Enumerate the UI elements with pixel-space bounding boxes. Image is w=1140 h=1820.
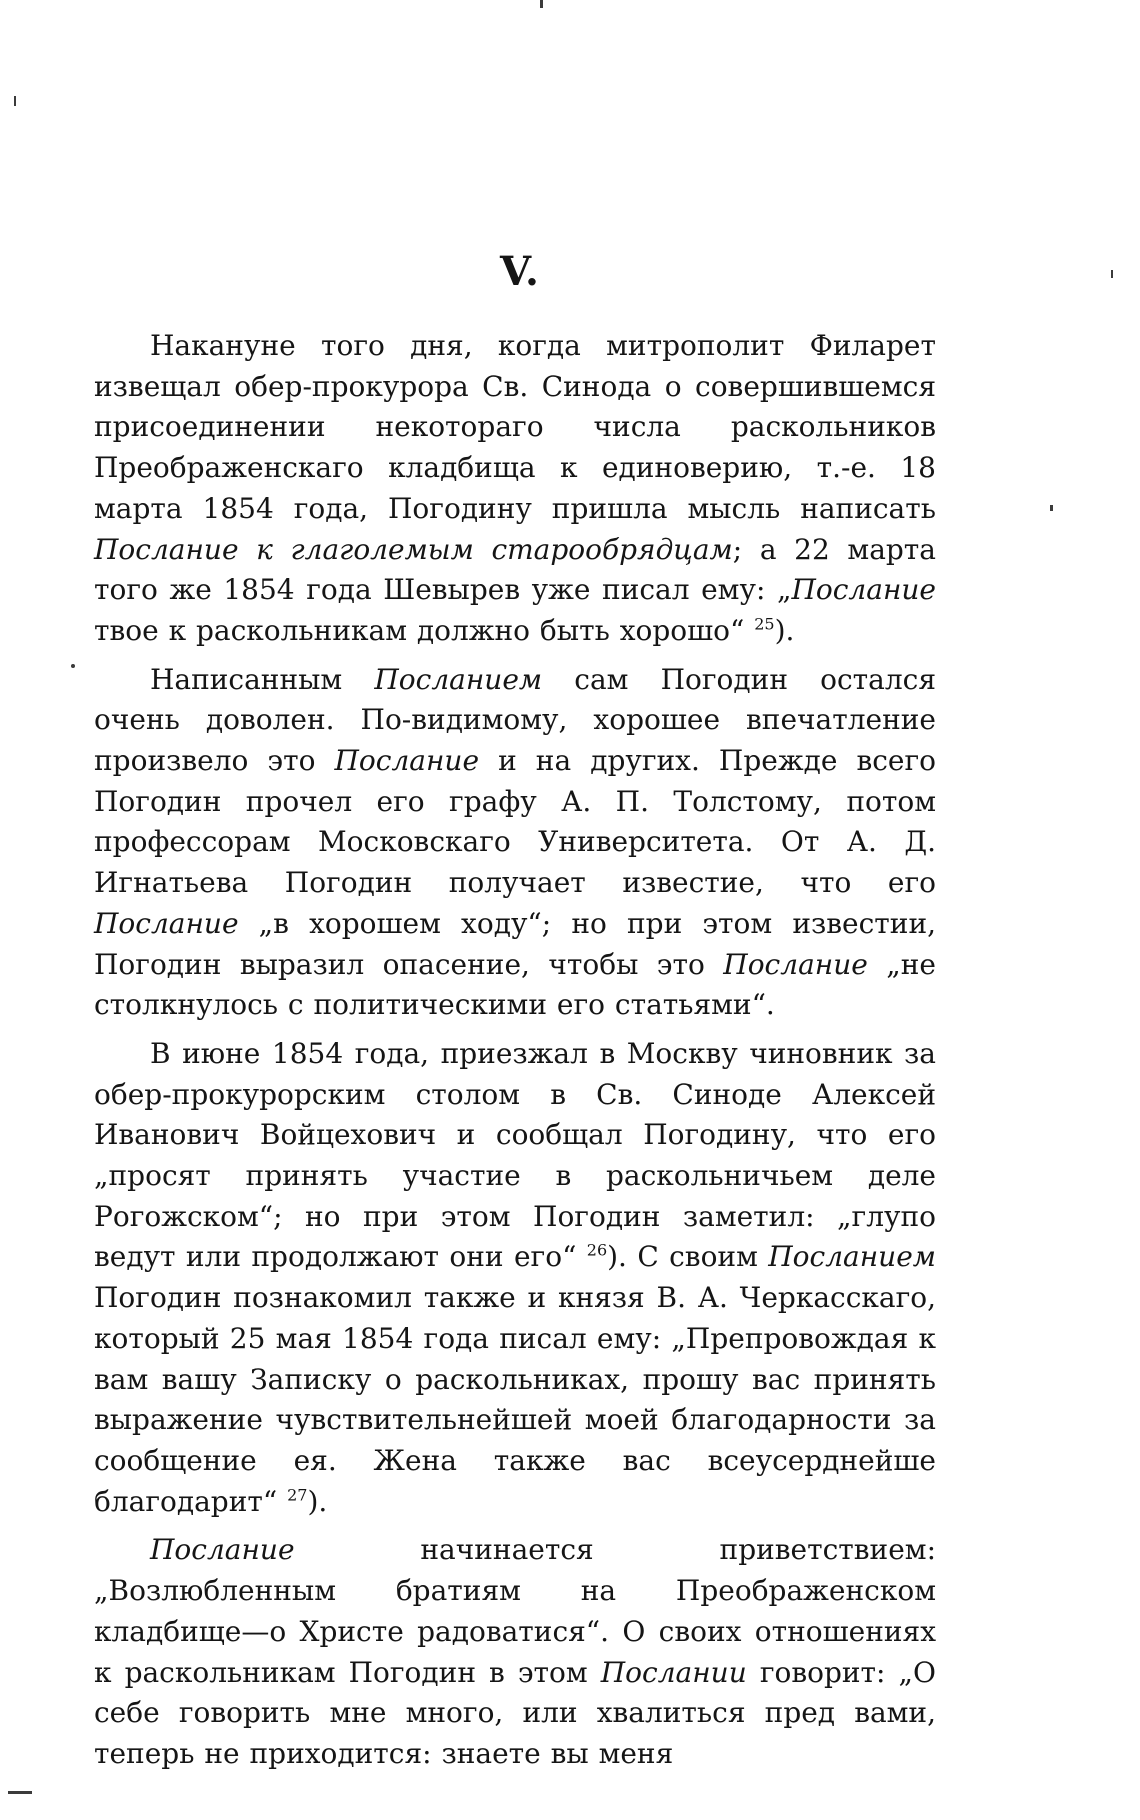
footnote-ref: 25 xyxy=(754,614,775,634)
italic-title: Послание к глаголемым старообрядцам xyxy=(94,532,733,566)
text-run: твое к раскольникам должно быть хорошо“ xyxy=(94,613,755,647)
text-run: сам Погодин остался очень доволен. По-видимому, хорошее впечатление произвело это xyxy=(94,662,936,778)
text-run: „не столкнулось с политическими его статьями“. xyxy=(94,947,936,1022)
paragraph xyxy=(94,326,936,652)
text-run: ). С своим xyxy=(607,1240,769,1274)
text-run: Погодин познакомил также и князя В. А. Черкасскаго, который 25 мая 1854 года писал ему: „Препровождая к вам вашу Записку о раскольниках, прошу вас принять выражение чувствительнейшей моей благодарности за сообщение ея. Жена также вас всеусерднейше благодарит“ xyxy=(94,1281,936,1518)
italic-title: Послание xyxy=(791,573,936,607)
text-run: говорит: „О себе говорить мне много, или хвалиться пред вами, теперь не приходится: знаете вы меня xyxy=(94,1655,936,1770)
italic-title: Послание xyxy=(150,1533,295,1567)
text-run: начинается приветствием: „Возлюбленным братиям на Преображенском кладбище—о Христе радоватися“. О своих отношениях к раскольникам Погодин в этом xyxy=(94,1533,936,1689)
body-text xyxy=(94,326,936,1775)
paragraph xyxy=(94,1530,936,1774)
italic-title: Посланием xyxy=(374,662,543,696)
footnote-ref: 26 xyxy=(586,1241,608,1261)
top-edge-mark xyxy=(540,0,543,8)
italic-title: Послании xyxy=(600,1655,747,1689)
left-margin-dot xyxy=(71,664,75,668)
left-edge-mark xyxy=(14,96,16,106)
bottom-left-edge-mark xyxy=(8,1791,32,1794)
text-run: ; а 22 марта того же 1854 года Шевырев уже писал ему: „ xyxy=(94,532,936,607)
paragraph xyxy=(94,660,936,1026)
text-run: „в хорошем ходу“; но при этом известии, Погодин выразил опасение, чтобы это xyxy=(94,906,936,981)
footnote-ref: 27 xyxy=(287,1485,308,1505)
chapter-heading: V. xyxy=(500,248,540,295)
paragraph xyxy=(94,1034,936,1522)
text-run: ). xyxy=(774,613,795,647)
text-run: В июне 1854 года, приезжал в Москву чиновник за обер-прокурорским столом в Св. Синоде Алексей Иванович Войцехович и сообщал Погодину, что его „просят принять участие в раскольничьем деле Рогожском“; но при этом Погодин заметил: „глупо ведут или продолжают они его“ xyxy=(94,1036,936,1274)
text-run: и на других. Прежде всего Погодин прочел его графу А. П. Толстому, потом профессорам Московскаго Университета. От А. Д. Игнатьева Погодин получает известие, что его xyxy=(94,744,936,900)
right-margin-mark xyxy=(1050,505,1053,511)
text-run: Накануне того дня, когда митрополит Филарет извещал обер-прокурора Св. Синода о совершившемся присоединении некотораго числа раскольников Преображенскаго кладбища к единоверию, т.-е. 18 марта 1854 года, Погодину пришла мысль написать xyxy=(94,329,936,525)
italic-title: Послание xyxy=(94,906,239,940)
italic-title: Послание xyxy=(334,744,480,778)
right-edge-mark xyxy=(1111,270,1113,278)
italic-title: Послание xyxy=(723,947,868,981)
italic-title: Посланием xyxy=(768,1240,936,1274)
text-run: ). xyxy=(307,1484,328,1518)
text-run: Написанным xyxy=(150,662,375,696)
